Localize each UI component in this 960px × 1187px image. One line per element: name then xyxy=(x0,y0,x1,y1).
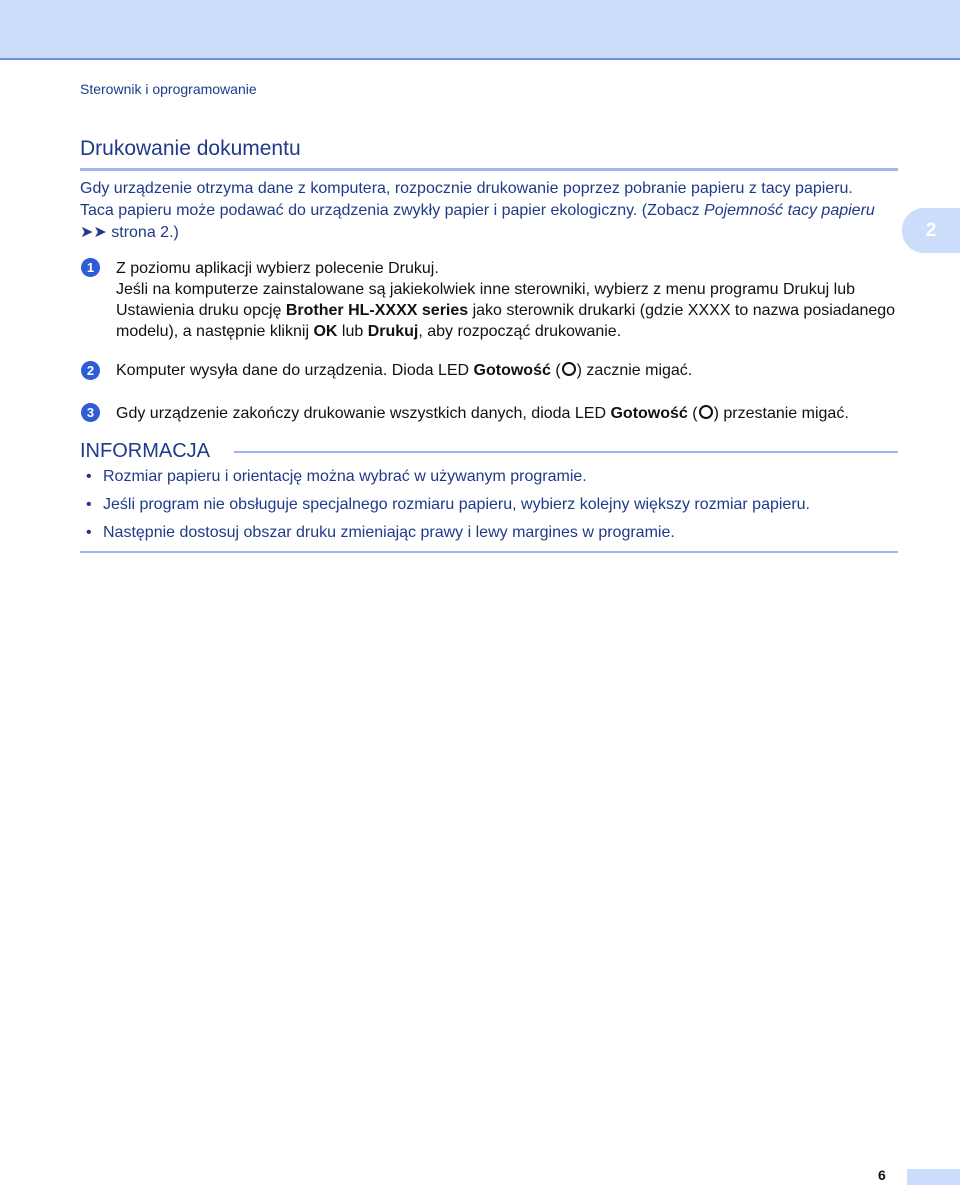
list-item: • Jeśli program nie obsługuje specjalnego rozmiaru papieru, wybierz kolejny większy rozmiar papieru. xyxy=(86,494,898,522)
ok-label: OK xyxy=(313,323,338,340)
step-2-text xyxy=(116,360,902,381)
step-3-text xyxy=(116,403,902,424)
step-3-badge: 3 xyxy=(81,403,100,422)
ready-led-label: Gotowość xyxy=(610,405,688,422)
page-footer-band xyxy=(907,1169,960,1185)
step-2-text-c: ) zacznie migać. xyxy=(576,362,693,379)
step-3-text-b: ( xyxy=(687,405,698,422)
chapter-tab: 2 xyxy=(902,208,960,253)
driver-name: Brother HL-XXXX series xyxy=(285,302,469,319)
breadcrumb: Sterownik i oprogramowanie xyxy=(80,81,257,97)
note-title: INFORMACJA xyxy=(80,440,210,462)
intro-line1: Gdy urządzenie otrzyma dane z komputera, rozpocznie drukowanie poprzez pobranie papieru z tacy papieru. xyxy=(80,180,853,197)
cross-reference-link[interactable]: Pojemność tacy papieru xyxy=(704,202,875,219)
double-arrow-icon: ➤➤ xyxy=(80,224,107,241)
step-1-main: Z poziomu aplikacji wybierz polecenie Drukuj. xyxy=(116,260,439,277)
section-title: Drukowanie dokumentu xyxy=(80,137,898,171)
page-header-band xyxy=(0,0,960,60)
note-list xyxy=(86,466,898,550)
ready-led-icon xyxy=(699,405,713,419)
step-1-text xyxy=(116,258,902,342)
note-bottom-rule xyxy=(80,551,898,553)
step-1-badge: 1 xyxy=(81,258,100,277)
page-number: 6 xyxy=(878,1167,886,1183)
print-label: Drukuj xyxy=(367,323,419,340)
step-2-text-a: Komputer wysyła dane do urządzenia. Dioda LED xyxy=(116,362,474,379)
step-2-text-b: ( xyxy=(550,362,561,379)
list-item: • Rozmiar papieru i orientację można wybrać w używanym programie. xyxy=(86,466,898,494)
note-top-rule xyxy=(234,451,898,453)
intro-line2: Taca papieru może podawać do urządzenia zwykły papier i papier ekologiczny. (Zobacz xyxy=(80,202,705,219)
list-item: • Następnie dostosuj obszar druku zmieniając prawy i lewy margines w programie. xyxy=(86,522,898,550)
step-3-text-a: Gdy urządzenie zakończy drukowanie wszystkich danych, dioda LED xyxy=(116,405,611,422)
step-1-detail-b: jako sterownik drukarki (gdzie XXXX to nazwa posiadanego modelu), a następnie kliknij xyxy=(116,302,896,340)
ready-led-label: Gotowość xyxy=(473,362,551,379)
step-2-badge: 2 xyxy=(81,361,100,380)
step-1-detail-c: lub xyxy=(337,323,368,340)
intro-tail: strona 2.) xyxy=(106,224,179,241)
step-1-detail-a: Jeśli na komputerze zainstalowane są jakiekolwiek inne sterowniki, wybierz z menu programu Drukuj lub Ustawienia druku opcję xyxy=(116,281,855,319)
step-3-text-c: ) przestanie migać. xyxy=(713,405,849,422)
intro-paragraph xyxy=(80,178,900,244)
step-1-detail xyxy=(116,281,895,340)
ready-led-icon xyxy=(562,362,576,376)
step-1-detail-d: , aby rozpocząć drukowanie. xyxy=(418,323,622,340)
